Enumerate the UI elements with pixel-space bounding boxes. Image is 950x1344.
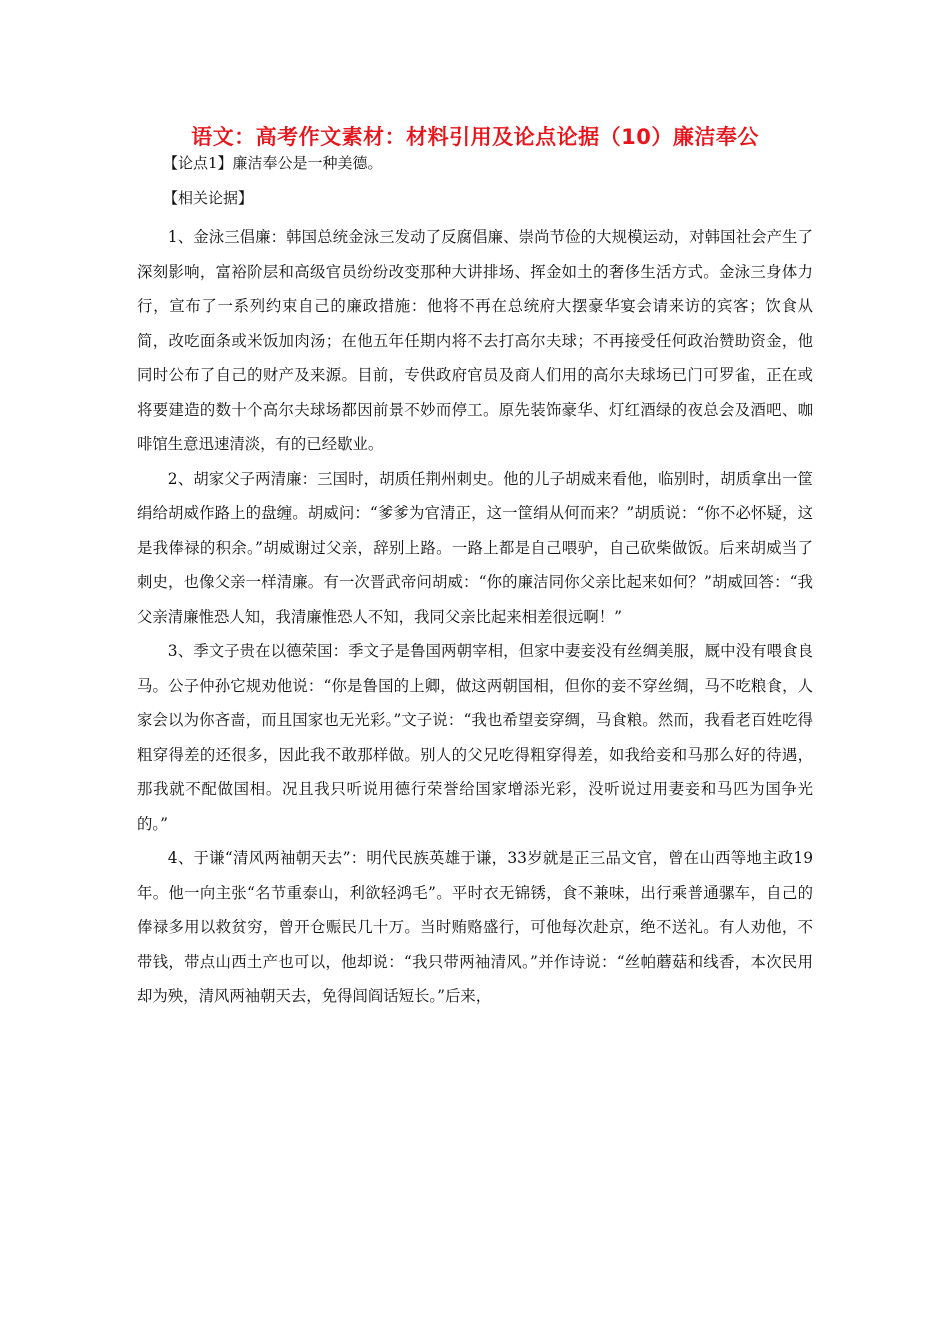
document-title: 语文：高考作文素材：材料引用及论点论据（10）廉洁奉公	[191, 125, 759, 149]
paragraph-1: 1、金泳三倡廉：韩国总统金泳三发动了反腐倡廉、崇尚节俭的大规模运动，对韩国社会产生了深刻影响，富裕阶层和高级官员纷纷改变那种大讲排场、挥金如土的奢侈生活方式。金泳三身体力行，宣布了一系列约束自己的廉政措施：他将不再在总统府大摆豪华宴会请来访的宾客；饮食从简，改吃面条或米饭加肉汤；在他五年任期内将不去打高尔夫球；不再接受任何政治赞助资金，他同时公布了自己的财产及来源。目前，专供政府官员及商人们用的高尔夫球场已门可罗雀，正在或将要建造的数十个高尔夫球场都因前景不妙而停工。原先装饰豪华、灯红酒绿的夜总会及酒吧、咖啡馆生意迅速清淡，有的已经歇业。	[137, 228, 813, 453]
paragraph-2: 2、胡家父子两清廉：三国时，胡质任荆州刺史。他的儿子胡威来看他，临别时，胡质拿出一筐绢给胡威作路上的盘缠。胡威问：“爹爹为官清正，这一筐绢从何而来？”胡质说：“你不必怀疑，这是我俸禄的积余。”胡威谢过父亲，辞别上路。一路上都是自己喂驴，自己砍柴做饭。后来胡威当了刺史，也像父亲一样清廉。有一次晋武帝问胡威：“你的廉洁同你父亲比起来如何？”胡威回答：“我父亲清廉惟恐人知，我清廉惟恐人不知，我同父亲比起来相差很远啊！”	[137, 469, 813, 626]
document-body	[137, 220, 813, 1014]
thesis-point: 【论点1】廉洁奉公是一种美德。	[163, 154, 383, 172]
evidence-label: 【相关论据】	[163, 189, 254, 207]
paragraph-3: 3、季文子贵在以德荣国：季文子是鲁国两朝宰相，但家中妻妾没有丝绸美服，厩中没有喂食良马。公子仲孙它规劝他说：“你是鲁国的上卿，做这两朝国相，但你的妾不穿丝绸，马不吃粮食，人家会以为你吝啬，而且国家也无光彩。”文子说：“我也希望妾穿绸，马食粮。然而，我看老百姓吃得粗穿得差的还很多，因此我不敢那样做。别人的父兄吃得粗穿得差，如我给妾和马那么好的待遇，那我就不配做国相。况且我只听说用德行荣誉给国家增添光彩，没听说过用妻妾和马匹为国争光的。”	[137, 642, 813, 833]
paragraph-4: 4、于谦“清风两袖朝天去”：明代民族英雄于谦，33岁就是正三品文官，曾在山西等地主政19年。他一向主张“名节重泰山，利欲轻鸿毛”。平时衣无锦锈，食不兼味，出行乘普通骡车，自己的俸禄多用以救贫穷，曾开仓赈民几十万。当时贿赂盛行，可他每次赴京，绝不送礼。有人劝他，不带钱，带点山西土产也可以，他却说：“我只带两袖清风。”并作诗说：“丝帕蘑菇和线香，本次民用却为殃，清风两袖朝天去，免得闾阎话短长。”后来，	[137, 849, 813, 1005]
